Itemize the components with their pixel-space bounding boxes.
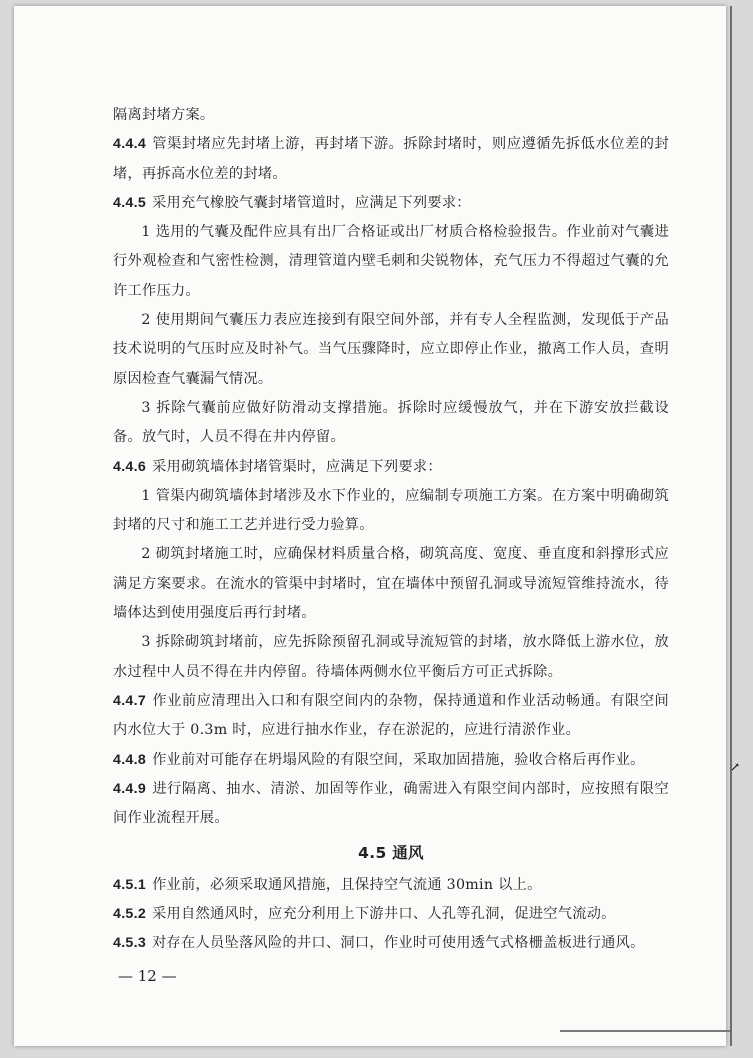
clause-4-5-1: 4.5.1 作业前，必须采取通风措施，且保持空气流通 30min 以上。 xyxy=(113,876,542,893)
clause-number: 4.4.6 xyxy=(113,458,147,475)
clause-4-4-7: 4.4.7 作业前应清理出入口和有限空间内的杂物，保持通道和作业活动畅通。有限空间内水位大于 0.3m 时，应进行抽水作业，存在淤泥的，应进行清淤作业。 xyxy=(113,692,669,739)
section-heading: 4.5 通风 xyxy=(358,844,424,863)
clause-4-4-5: 4.4.5 采用充气橡胶气囊封堵管道时，应满足下列要求： xyxy=(113,194,471,211)
clause-number: 4.5.2 xyxy=(113,906,147,923)
scan-edge-line xyxy=(730,6,732,1046)
clause-number: 4.4.7 xyxy=(113,692,147,709)
page-number: — 12 — xyxy=(118,967,177,985)
list-item: 2 砌筑封堵施工时，应确保材料质量合格，砌筑高度、宽度、垂直度和斜撑形式应满足方案要求。在流水的管渠中封堵时，宜在墙体中预留孔洞或导流短管维持流水，待墙体达到使用强度后再行封堵。 xyxy=(113,546,669,622)
list-item: 3 拆除砌筑封堵前，应先拆除预留孔洞或导流短管的封堵，放水降低上游水位，放水过程中人员不得在井内停留。待墙体两侧水位平衡后方可正式拆除。 xyxy=(113,634,669,680)
clause-4-5-2: 4.5.2 采用自然通风时，应充分利用上下游井口、人孔等孔洞，促进空气流动。 xyxy=(113,906,616,923)
paragraph: 隔离封堵方案。 xyxy=(113,107,215,123)
clause-4-4-6: 4.4.6 采用砌筑墙体封堵管渠时，应满足下列要求： xyxy=(113,458,442,475)
clause-number: 4.5.3 xyxy=(113,935,147,952)
clause-4-4-9: 4.4.9 进行隔离、抽水、清淤、加固等作业，确需进入有限空间内部时，应按照有限空间作业流程开展。 xyxy=(113,780,669,827)
list-item: 3 拆除气囊前应做好防滑动支撑措施。拆除时应缓慢放气，并在下游安放拦截设备。放气时，人员不得在井内停留。 xyxy=(113,399,669,446)
list-item: 2 使用期间气囊压力表应连接到有限空间外部，并有专人全程监测，发现低于产品技术说明的气压时应及时补气。当气压骤降时，应立即停止作业，撤离工作人员，查明原因检查气囊漏气情况。 xyxy=(113,312,669,387)
list-item: 1 管渠内砌筑墙体封堵涉及水下作业的，应编制专项施工方案。在方案中明确砌筑封堵的尺寸和施工工艺并进行受力验算。 xyxy=(113,487,669,534)
clause-number: 4.4.9 xyxy=(113,780,147,797)
clause-4-4-4: 4.4.4 管渠封堵应先封堵上游，再封堵下游。拆除封堵时，则应遵循先拆低水位差的封堵，再拆高水位差的封堵。 xyxy=(113,136,669,182)
scan-edge-line xyxy=(560,1030,730,1032)
clause-number: 4.4.4 xyxy=(113,136,147,153)
body-text xyxy=(113,101,669,959)
clause-4-5-3: 4.5.3 对存在人员坠落风险的井口、洞口，作业时可使用透气式格栅盖板进行通风。 xyxy=(113,935,645,952)
clause-number: 4.5.1 xyxy=(113,876,147,893)
list-item: 1 选用的气囊及配件应具有出厂合格证或出厂材质合格检验报告。作业前对气囊进行外观检查和气密性检测，清理管道内壁毛刺和尖锐物体，充气压力不得超过气囊的允许工作压力。 xyxy=(113,224,669,299)
clause-number: 4.4.8 xyxy=(113,751,147,768)
document-page xyxy=(14,6,726,1046)
clause-4-4-8: 4.4.8 作业前对可能存在坍塌风险的有限空间，采取加固措施，验收合格后再作业。 xyxy=(113,751,645,768)
clause-number: 4.4.5 xyxy=(113,194,147,211)
scan-mark-icon: ↗ xyxy=(730,760,741,774)
